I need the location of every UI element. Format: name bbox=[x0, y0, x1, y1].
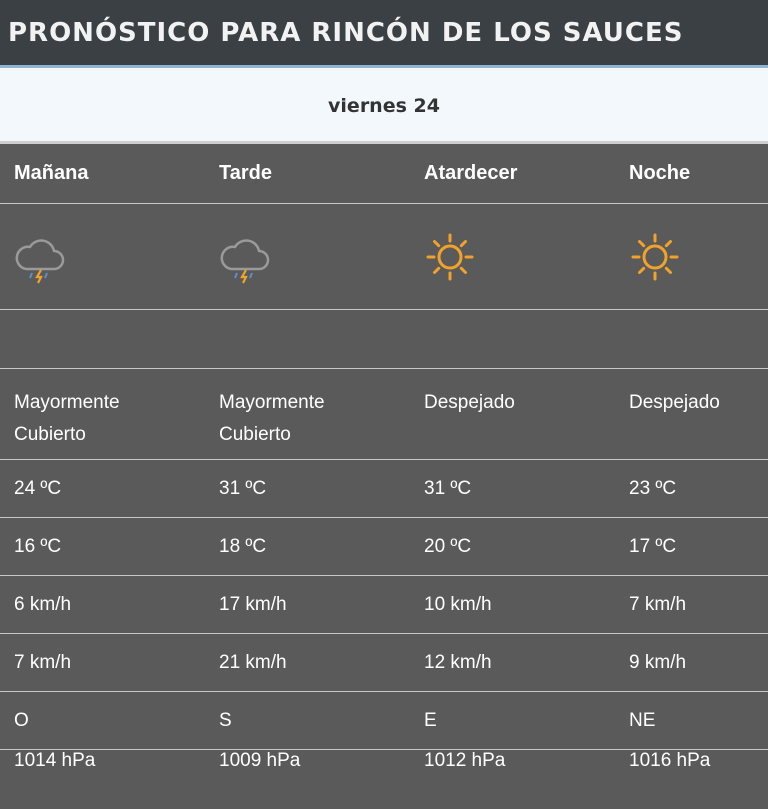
condition-cell: Despejado bbox=[629, 392, 720, 413]
forecast-header bbox=[0, 0, 768, 68]
wind-speed: 17 km/h bbox=[219, 593, 287, 615]
temp-min: 17 ºC bbox=[629, 535, 677, 557]
wind-gust: 7 km/h bbox=[14, 651, 72, 673]
wind-speed: 10 km/h bbox=[424, 593, 492, 615]
wind-direction-row bbox=[0, 692, 768, 750]
period-name: Mañana bbox=[14, 162, 89, 184]
day-band bbox=[0, 68, 768, 144]
wind-direction: NE bbox=[629, 709, 656, 731]
period-header-row bbox=[0, 144, 768, 204]
period-name: Tarde bbox=[219, 162, 272, 184]
condition-cell: Mayormente Cubierto bbox=[14, 392, 120, 445]
wind-speed-row bbox=[0, 576, 768, 634]
temp-max-row bbox=[0, 460, 768, 518]
wind-direction: S bbox=[219, 709, 232, 731]
weather-icon-row bbox=[0, 204, 768, 310]
condition-cell: Mayormente Cubierto bbox=[219, 392, 325, 445]
page-title: PRONÓSTICO PARA RINCÓN DE LOS SAUCES bbox=[8, 17, 684, 48]
temp-max: 23 ºC bbox=[629, 477, 677, 499]
temp-min: 16 ºC bbox=[14, 535, 62, 557]
pressure: 1014 hPa bbox=[14, 750, 96, 771]
wind-speed: 6 km/h bbox=[14, 593, 72, 615]
condition-cell: Despejado bbox=[424, 392, 515, 413]
pressure: 1012 hPa bbox=[424, 750, 506, 771]
temp-max: 31 ºC bbox=[219, 477, 267, 499]
wind-direction: O bbox=[14, 709, 29, 731]
pressure-row bbox=[0, 750, 768, 807]
pressure: 1009 hPa bbox=[219, 750, 301, 771]
temp-min-row bbox=[0, 518, 768, 576]
forecast-table bbox=[0, 144, 768, 807]
condition-row bbox=[0, 369, 768, 460]
temp-min: 20 ºC bbox=[424, 535, 472, 557]
empty-row bbox=[0, 310, 768, 369]
storm-cloud-icon bbox=[10, 227, 70, 287]
sun-icon bbox=[625, 227, 685, 287]
wind-gust-row bbox=[0, 634, 768, 692]
wind-direction: E bbox=[424, 709, 437, 731]
period-name: Noche bbox=[629, 162, 691, 184]
temp-max: 24 ºC bbox=[14, 477, 62, 499]
storm-cloud-icon bbox=[215, 227, 275, 287]
wind-gust: 21 km/h bbox=[219, 651, 287, 673]
wind-speed: 7 km/h bbox=[629, 593, 687, 615]
wind-gust: 12 km/h bbox=[424, 651, 492, 673]
temp-min: 18 ºC bbox=[219, 535, 267, 557]
pressure: 1016 hPa bbox=[629, 750, 711, 771]
period-name: Atardecer bbox=[424, 162, 518, 184]
day-label: viernes 24 bbox=[328, 94, 440, 117]
sun-icon bbox=[420, 227, 480, 287]
temp-max: 31 ºC bbox=[424, 477, 472, 499]
wind-gust: 9 km/h bbox=[629, 651, 687, 673]
